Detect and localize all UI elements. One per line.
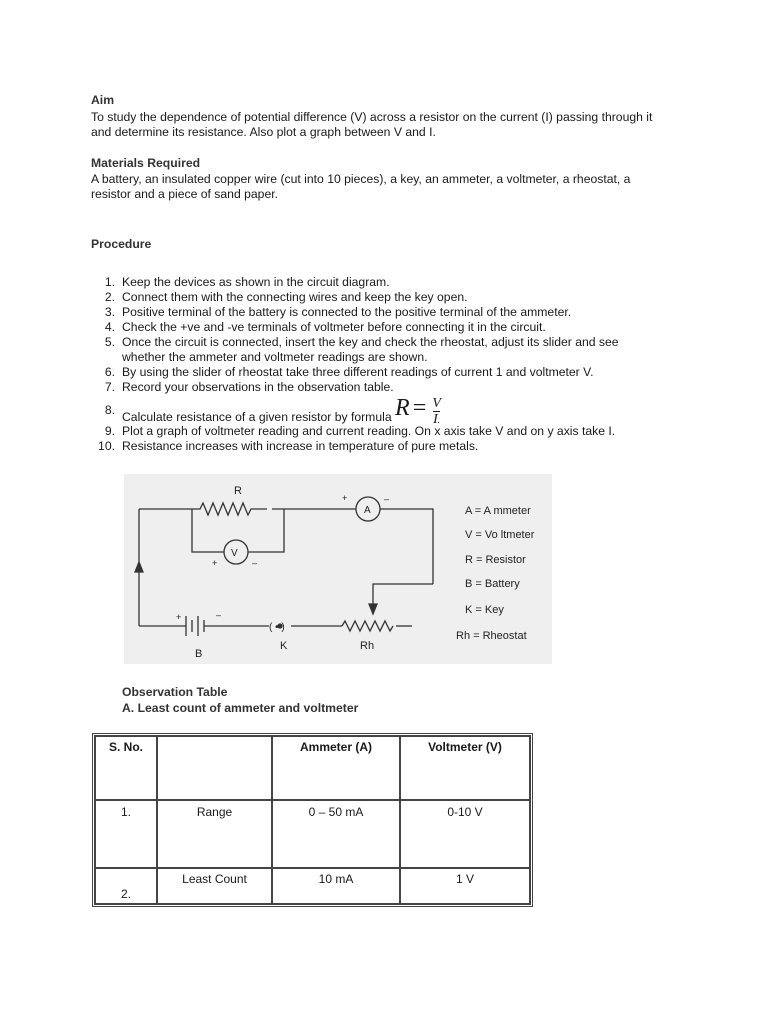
key-dot-label: ( • ) bbox=[269, 622, 285, 633]
procedure-step: 2. Connect them with the connecting wires and keep the key open. bbox=[104, 290, 468, 304]
voltmeter-minus: – bbox=[252, 558, 258, 568]
aim-heading: Aim bbox=[91, 93, 115, 107]
header-voltmeter: Voltmeter (V) bbox=[400, 736, 530, 800]
label-rh: Rh bbox=[360, 640, 375, 652]
cell-sno: 1. bbox=[95, 800, 157, 868]
legend-item: B = Battery bbox=[465, 578, 520, 590]
procedure-step: 3. Positive terminal of the battery is connected to the positive terminal of the ammeter. bbox=[104, 305, 572, 319]
legend-item: K = Key bbox=[465, 604, 504, 616]
table-header-row bbox=[95, 736, 530, 800]
slider-arrow-icon bbox=[369, 604, 377, 614]
cell-ammeter: 10 mA bbox=[272, 868, 400, 904]
materials-line-1: A battery, an insulated copper wire (cut into 10 pieces), a key, an ammeter, a voltmeter, a rheostat, a bbox=[91, 172, 631, 186]
legend-item: V = Vo ltmeter bbox=[465, 529, 535, 541]
cell-sno: 2. bbox=[95, 868, 157, 904]
cell-label: Least Count bbox=[157, 868, 272, 904]
battery-plus: + bbox=[176, 612, 182, 622]
aim-line-2: and determine its resistance. Also plot a graph between V and I. bbox=[91, 125, 436, 139]
cell-voltmeter: 1 V bbox=[400, 868, 530, 904]
procedure-list bbox=[91, 275, 691, 454]
table-row bbox=[95, 800, 530, 868]
label-b: B bbox=[195, 648, 203, 660]
procedure-step: 6. By using the slider of rheostat take three different readings of current 1 and voltmeter V. bbox=[104, 365, 594, 379]
label-r: R bbox=[234, 485, 242, 497]
header-blank bbox=[157, 736, 272, 800]
label-k: K bbox=[280, 640, 288, 652]
observation-title: Observation Table bbox=[122, 685, 228, 699]
ammeter-minus: – bbox=[384, 494, 390, 504]
header-sno: S. No. bbox=[95, 736, 157, 800]
wire bbox=[248, 509, 284, 552]
procedure-step: 4. Check the +ve and -ve terminals of voltmeter before connecting it in the circuit. bbox=[104, 320, 546, 334]
procedure-step: 8. Calculate resistance of a given resistor by formula R = $\frac{V}{I.}$ bbox=[104, 394, 441, 427]
procedure-heading: Procedure bbox=[91, 237, 152, 251]
cell-label: Range bbox=[157, 800, 272, 868]
formula-fraction: $\frac{V}{I.}$ bbox=[432, 396, 441, 427]
procedure-step: 7. Record your observations in the observation table. bbox=[104, 380, 394, 394]
label-a: A bbox=[364, 505, 371, 516]
circuit-diagram bbox=[124, 474, 552, 664]
rheostat-symbol bbox=[342, 621, 393, 631]
materials-heading: Materials Required bbox=[91, 156, 201, 170]
resistance-formula: R = $\frac{V}{I.}$ bbox=[395, 394, 441, 427]
wire bbox=[380, 509, 433, 584]
cell-ammeter: 0 – 50 mA bbox=[272, 800, 400, 868]
voltmeter-plus: + bbox=[212, 558, 218, 568]
cell-voltmeter: 0-10 V bbox=[400, 800, 530, 868]
procedure-step: 5. Once the circuit is connected, insert the key and check the rheostat, adjust its slider and see whether the ammeter and voltmeter readings are shown. bbox=[104, 335, 619, 364]
materials-line-2: resistor and a piece of sand paper. bbox=[91, 187, 278, 201]
legend-item: A = A mmeter bbox=[465, 505, 531, 517]
current-arrow-icon bbox=[135, 562, 143, 572]
observation-table bbox=[92, 733, 533, 907]
procedure-step: 1. Keep the devices as shown in the circuit diagram. bbox=[104, 275, 390, 289]
rheostat-slider bbox=[373, 584, 433, 604]
table-row bbox=[95, 868, 530, 904]
header-ammeter: Ammeter (A) bbox=[272, 736, 400, 800]
circuit-svg bbox=[124, 474, 552, 664]
ammeter-plus: + bbox=[342, 493, 348, 503]
battery-minus: – bbox=[216, 610, 222, 620]
label-v: V bbox=[231, 548, 238, 559]
procedure-step: 9. Plot a graph of voltmeter reading and current reading. On x axis take V and on y axis take I. bbox=[104, 424, 616, 438]
legend-item: Rh = Rheostat bbox=[456, 630, 527, 642]
procedure-step: 10. Resistance increases with increase in temperature of pure metals. bbox=[98, 439, 479, 453]
legend-item: R = Resistor bbox=[465, 554, 526, 566]
resistor-symbol bbox=[192, 503, 267, 515]
aim-line-1: To study the dependence of potential difference (V) across a resistor on the current (I) passing through it bbox=[91, 110, 653, 124]
observation-subtitle: A. Least count of ammeter and voltmeter bbox=[122, 701, 359, 715]
